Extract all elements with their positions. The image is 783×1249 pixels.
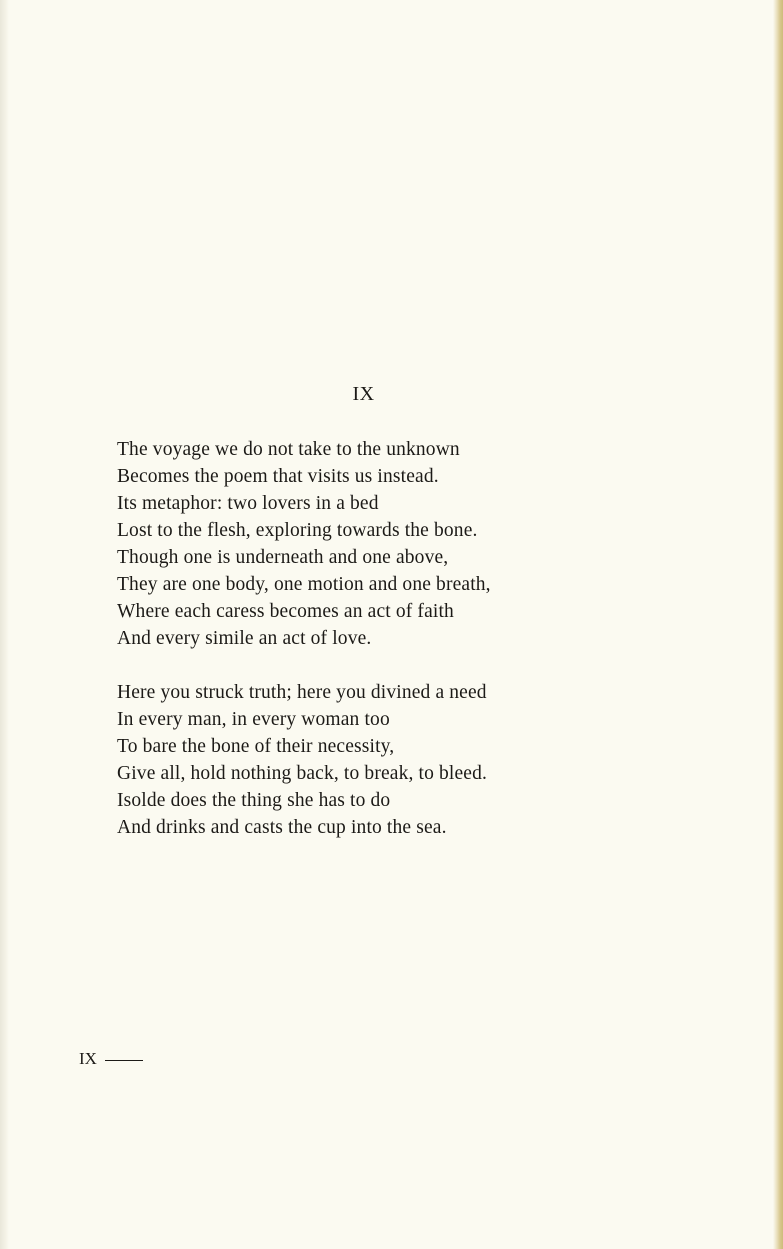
poem-line: Lost to the flesh, exploring towards the bone. [117, 520, 478, 541]
poem-line: Give all, hold nothing back, to break, to bleed. [117, 763, 488, 784]
page-left-edge-shadow [0, 0, 9, 1249]
poem-line: Where each caress becomes an act of faith [117, 601, 454, 622]
poem-line: To bare the bone of their necessity, [117, 736, 395, 757]
stanza-2 [117, 679, 677, 841]
poem-line: And every simile an act of love. [117, 628, 372, 649]
running-head-rule [105, 1060, 143, 1061]
poem-line: Though one is underneath and one above, [117, 547, 449, 568]
section-numeral: IX [352, 383, 375, 405]
poem-line: They are one body, one motion and one breath, [117, 574, 491, 595]
page-right-edge-binding [773, 0, 783, 1249]
poem-line: Its metaphor: two lovers in a bed [117, 493, 379, 514]
poem-body [117, 436, 677, 868]
poem-line: Here you struck truth; here you divined a need [117, 682, 487, 703]
running-head-numeral: IX [79, 1049, 97, 1068]
stanza-1 [117, 436, 677, 652]
poem-line: And drinks and casts the cup into the sea. [117, 817, 447, 838]
poem-line: Isolde does the thing she has to do [117, 790, 391, 811]
poem-line: In every man, in every woman too [117, 709, 390, 730]
poem-line: Becomes the poem that visits us instead. [117, 466, 439, 487]
running-head [79, 1048, 143, 1070]
poem-line: The voyage we do not take to the unknown [117, 439, 460, 460]
